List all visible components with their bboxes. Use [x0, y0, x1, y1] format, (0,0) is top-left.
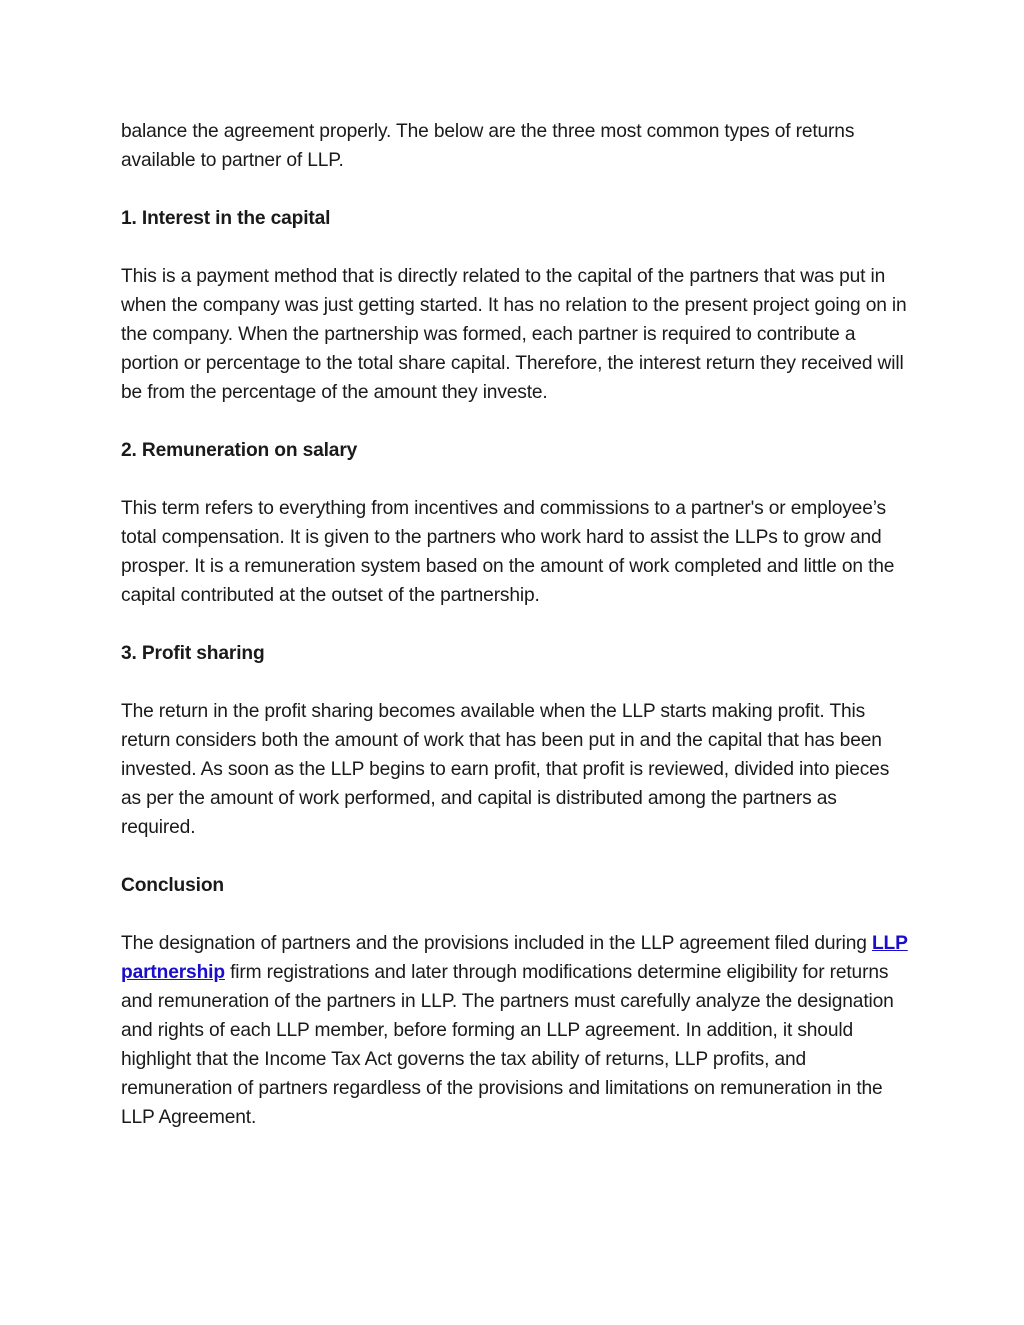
intro-paragraph: balance the agreement properly. The below are the three most common types of returns available to partner of LLP. [121, 121, 855, 171]
section-heading-remuneration-on-salary: 2. Remuneration on salary [121, 440, 358, 461]
conclusion-paragraph [121, 929, 911, 1132]
section-body-remuneration-on-salary: This term refers to everything from incentives and commissions to a partner's or employee’s total compensation. It is given to the partners who work hard to assist the LLPs to grow and prosper. It is a remuneration system based on the amount of work completed and little on the capital contributed at the outset of the partnership. [121, 498, 895, 606]
conclusion-heading: Conclusion [121, 875, 224, 896]
document-page [121, 117, 911, 1161]
section-body-interest-in-capital: This is a payment method that is directly related to the capital of the partners that was put in when the company was just getting started. It has no relation to the present project going on in the company. When the partnership was formed, each partner is required to contribute a portion or percentage to the total share capital. Therefore, the interest return they received will be from the percentage of the amount they investe. [121, 266, 907, 403]
conclusion-text-before-link: The designation of partners and the provisions included in the LLP agreement filed during [121, 933, 872, 954]
section-heading-interest-in-capital: 1. Interest in the capital [121, 208, 331, 229]
llp-partnership-link[interactable]: LLP partnership [121, 933, 908, 983]
section-heading-profit-sharing: 3. Profit sharing [121, 643, 265, 664]
section-body-profit-sharing: The return in the profit sharing becomes available when the LLP starts making profit. This return considers both the amount of work that has been put in and the capital that has been invested. As soon as the LLP begins to earn profit, that profit is reviewed, divided into pieces as per the amount of work performed, and capital is distributed among the partners as required. [121, 701, 890, 838]
conclusion-text-after-link: firm registrations and later through modifications determine eligibility for returns and remuneration of the partners in LLP. The partners must carefully analyze the designation and rights of each LLP member, before forming an LLP agreement. In addition, it should highlight that the Income Tax Act governs the tax ability of returns, LLP profits, and remuneration of partners regardless of the provisions and limitations on remuneration in the LLP Agreement. [121, 962, 894, 1128]
